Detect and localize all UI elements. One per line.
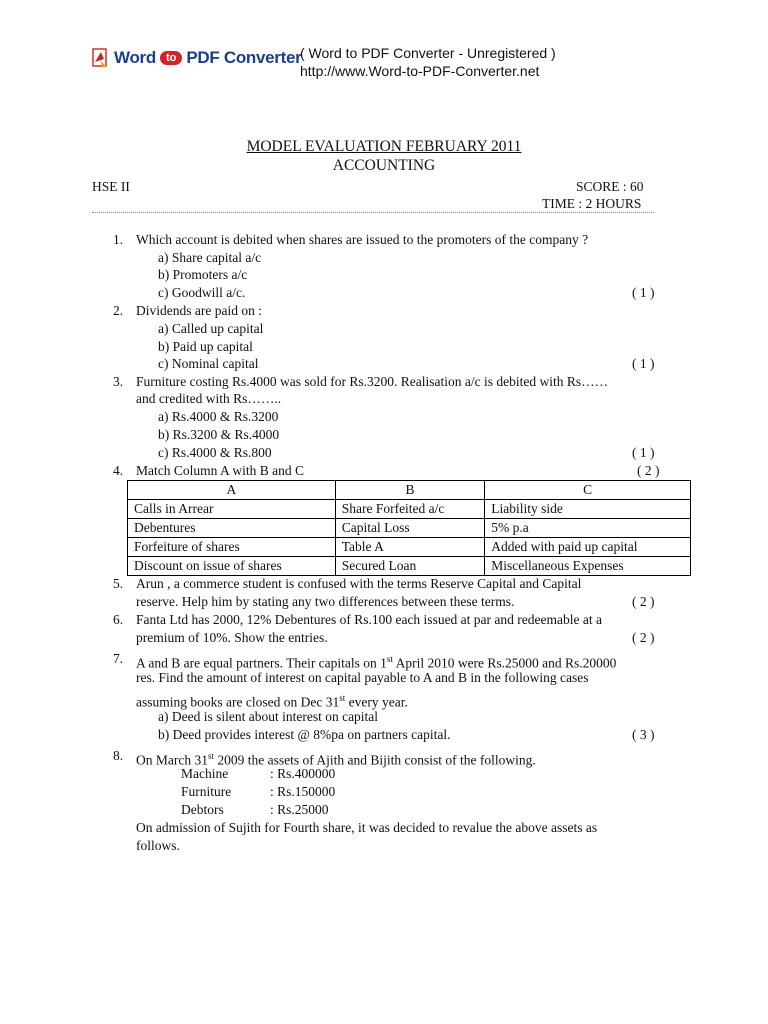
question-number: 8. — [113, 748, 124, 763]
column-header: C — [485, 481, 691, 500]
logo-to: to — [160, 51, 182, 65]
time-label: TIME : 2 HOURS — [542, 196, 642, 211]
table-cell: 5% p.a — [485, 519, 691, 538]
question-number: 1. — [113, 232, 124, 247]
table-row — [128, 519, 691, 538]
option: a) Deed is silent about interest on capital — [158, 709, 379, 724]
question-text-cont: follows. — [136, 838, 180, 853]
text-part: On March 31 — [136, 752, 208, 768]
marks: ( 1 ) — [632, 445, 655, 460]
text-part: A and B are equal partners. Their capitals on 1 — [136, 655, 387, 671]
question-text: Arun , a commerce student is confused with the terms Reserve Capital and Capital — [136, 576, 582, 591]
option: c) Nominal capital — [158, 356, 259, 371]
table-cell: Miscellaneous Expenses — [485, 557, 691, 576]
table-cell: Calls in Arrear — [128, 500, 336, 519]
table-cell: Capital Loss — [335, 519, 485, 538]
marks: ( 2 ) — [632, 594, 655, 609]
option: a) Rs.4000 & Rs.3200 — [158, 409, 279, 424]
asset-name: Machine — [181, 766, 229, 781]
superscript: st — [207, 751, 214, 761]
question-number: 7. — [113, 651, 124, 666]
score-label: SCORE : 60 — [576, 179, 644, 194]
superscript: st — [339, 693, 346, 703]
table-cell: Secured Loan — [335, 557, 485, 576]
match-table — [127, 480, 691, 576]
question-number: 2. — [113, 303, 124, 318]
superscript: st — [386, 654, 393, 664]
asset-value: : Rs.150000 — [270, 784, 336, 799]
question-text-cont: res. Find the amount of interest on capital payable to A and B in the following cases — [136, 670, 589, 685]
question-number: 5. — [113, 576, 124, 591]
text-part: 2009 the assets of Ajith and Bijith consist of the following. — [214, 752, 536, 768]
question-text: Match Column A with B and C — [136, 463, 305, 478]
subject-title: ACCOUNTING — [332, 157, 436, 174]
question-text: Dividends are paid on : — [136, 303, 262, 318]
asset-name: Debtors — [181, 802, 224, 817]
option: b) Deed provides interest @ 8%pa on partners capital. — [158, 727, 451, 742]
question-text: Furniture costing Rs.4000 was sold for Rs.3200. Realisation a/c is debited with Rs…… — [136, 374, 609, 389]
question-text-cont: On admission of Sujith for Fourth share, it was decided to revalue the above assets as — [136, 820, 598, 835]
marks: ( 2 ) — [632, 630, 655, 645]
watermark-url: http://www.Word-to-PDF-Converter.net — [300, 63, 540, 79]
question-number: 3. — [113, 374, 124, 389]
table-cell: Added with paid up capital — [485, 538, 691, 557]
question-number: 4. — [113, 463, 124, 478]
question-text: Fanta Ltd has 2000, 12% Debentures of Rs.100 each issued at par and redeemable at a — [136, 612, 602, 627]
table-cell: Liability side — [485, 500, 691, 519]
table-row — [128, 557, 691, 576]
question-number: 6. — [113, 612, 124, 627]
option: b) Rs.3200 & Rs.4000 — [158, 427, 280, 442]
question-text-cont: and credited with Rs…….. — [136, 391, 282, 406]
table-cell: Share Forfeited a/c — [335, 500, 485, 519]
marks: ( 1 ) — [632, 356, 655, 371]
logo-word: Word — [114, 48, 156, 67]
option: c) Rs.4000 & Rs.800 — [158, 445, 272, 460]
text-part: April 2010 were Rs.25000 and Rs.20000 — [392, 655, 617, 671]
converter-logo — [92, 45, 301, 71]
pdf-converter-icon — [92, 47, 110, 69]
option: a) Called up capital — [158, 321, 264, 336]
table-header-row — [128, 481, 691, 500]
table-cell: Forfeiture of shares — [128, 538, 336, 557]
option: b) Promoters a/c — [158, 267, 248, 282]
asset-value: : Rs.400000 — [270, 766, 336, 781]
option: c) Goodwill a/c. — [158, 285, 246, 300]
text-part: assuming books are closed on Dec 31 — [136, 694, 340, 710]
logo-pdf-converter: PDF Converter — [186, 48, 302, 67]
table-cell: Table A — [335, 538, 485, 557]
table-row — [128, 538, 691, 557]
table-row — [128, 500, 691, 519]
option: a) Share capital a/c — [158, 250, 262, 265]
option: b) Paid up capital — [158, 339, 253, 354]
asset-value: : Rs.25000 — [270, 802, 329, 817]
question-text-cont: premium of 10%. Show the entries. — [136, 630, 328, 645]
marks: ( 2 ) — [637, 463, 660, 478]
table-cell: Debentures — [128, 519, 336, 538]
asset-name: Furniture — [181, 784, 232, 799]
column-header: A — [128, 481, 336, 500]
class-label: HSE II — [92, 179, 130, 194]
column-header: B — [335, 481, 485, 500]
question-text: Which account is debited when shares are issued to the promoters of the company ? — [136, 232, 589, 247]
watermark-line-1: ( Word to PDF Converter - Unregistered ) — [300, 45, 556, 61]
dotted-divider — [92, 212, 654, 213]
exam-title: MODEL EVALUATION FEBRUARY 2011 — [246, 138, 522, 155]
table-cell: Discount on issue of shares — [128, 557, 336, 576]
text-part: every year. — [345, 694, 408, 710]
marks: ( 3 ) — [632, 727, 655, 742]
marks: ( 1 ) — [632, 285, 655, 300]
question-text-cont: reserve. Help him by stating any two differences between these terms. — [136, 594, 515, 609]
